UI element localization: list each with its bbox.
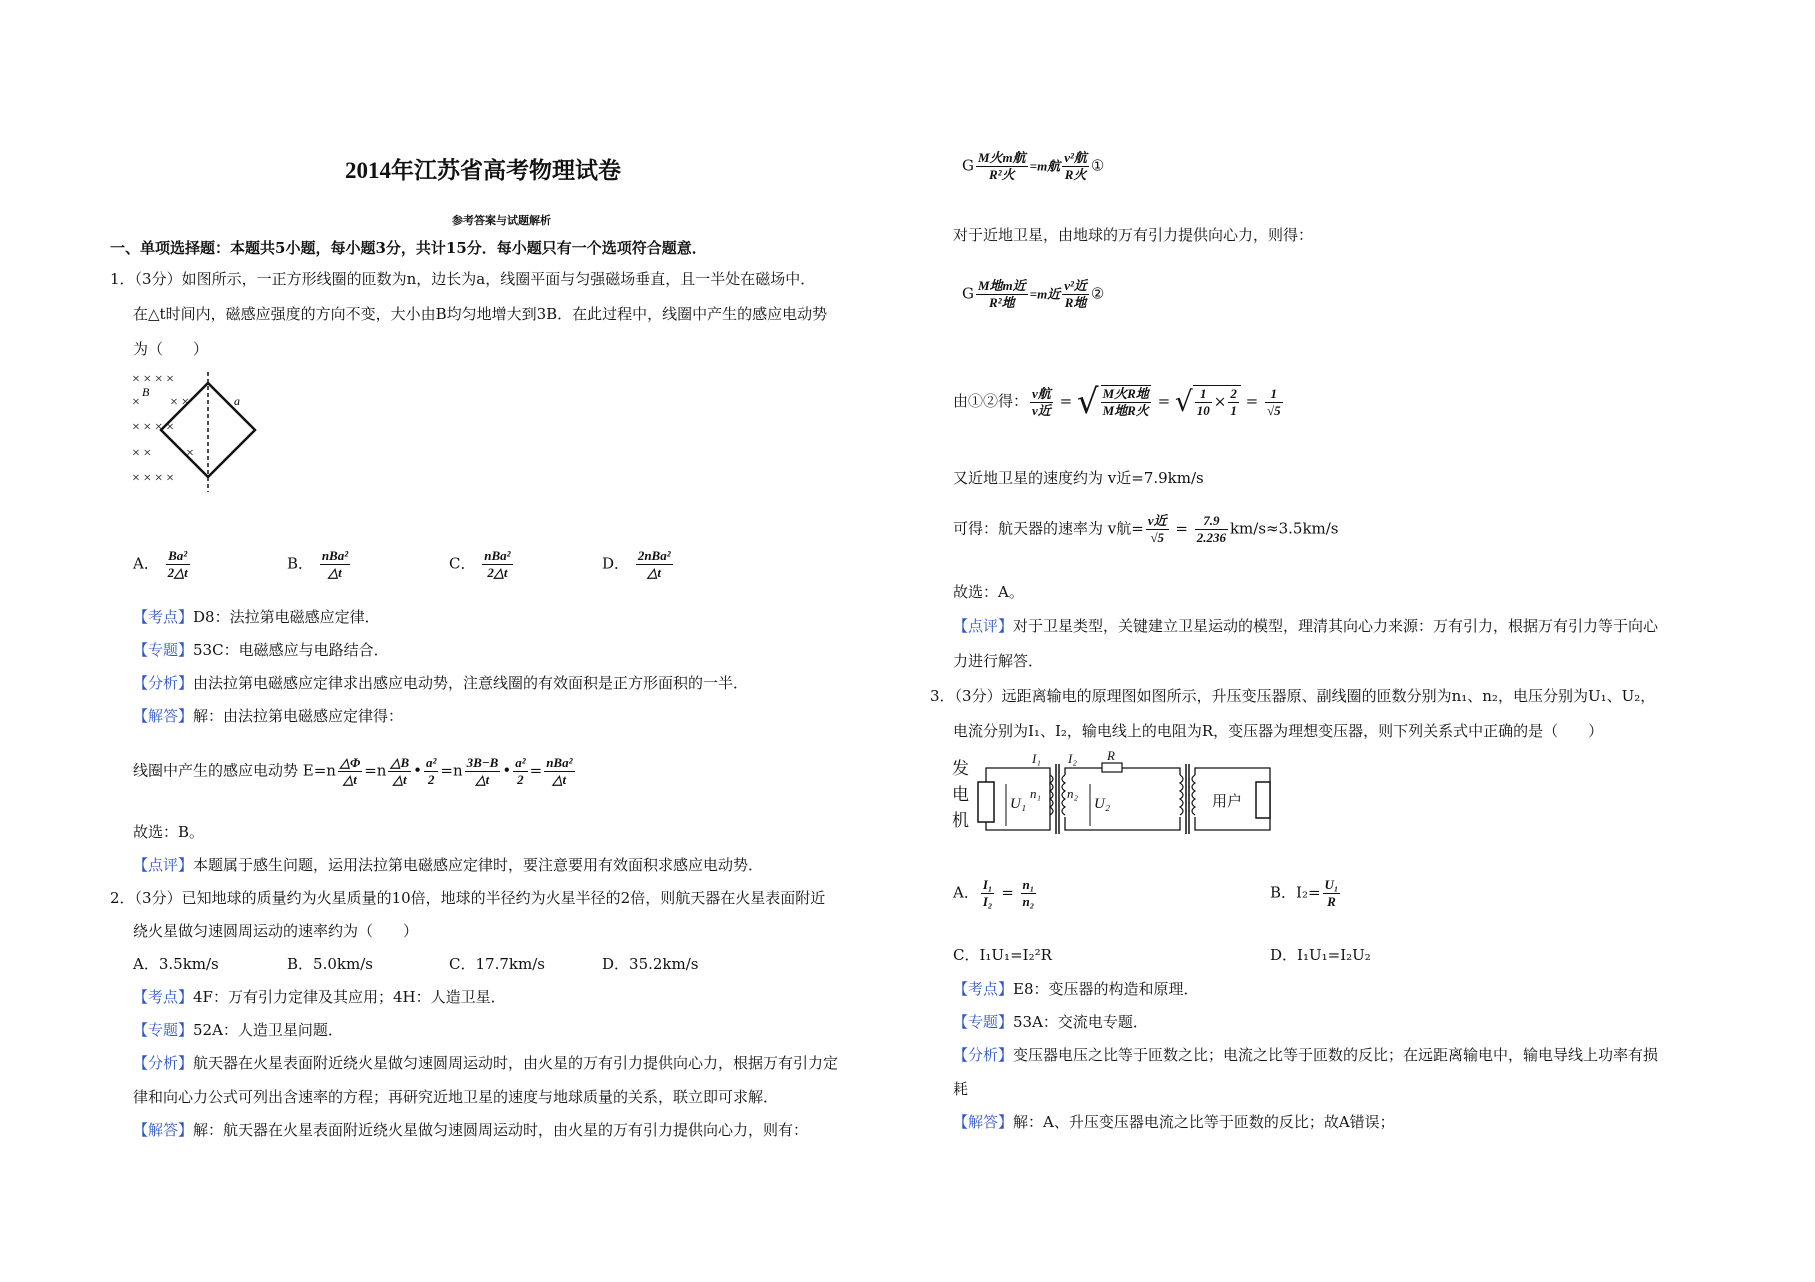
q2-option-c: C．17.7km/s	[449, 955, 545, 973]
q1-fx-tag: 【分析】	[133, 674, 194, 692]
q3-opt-b-den: R	[1327, 894, 1336, 909]
q2-jd-text: 解：航天器在火星表面附近绕火星做匀速圆周运动时，由火星的万有引力提供向心力，则有：	[193, 1121, 809, 1139]
q2-ratio-d3: 10	[1196, 403, 1210, 418]
q3-opt-a-n2: n₁	[1022, 877, 1035, 892]
q3-opt-b-num: U₁	[1324, 877, 1339, 892]
q3-fig-n2: n₂	[1067, 786, 1079, 801]
q2-ratio-n1: v航	[1032, 385, 1051, 401]
q2-speed-prefix: 可得：航天器的速率为 v航=	[953, 519, 1144, 538]
q2-eq2-den2: R地	[1064, 295, 1087, 310]
q1-eq-term: =	[529, 761, 543, 780]
q1-eq-term: •	[413, 761, 422, 780]
q1-stem-line2: 在△t时间内，磁感应强度的方向不变，大小由B均匀地增大到3B．在此过程中，线圈中产生的感应电动势	[133, 305, 828, 323]
q1-kd-text: D8：法拉第电磁感应定律．	[193, 608, 380, 626]
q3-fig-n1: n₁	[1030, 786, 1042, 801]
q3-knowledge-point	[953, 980, 1199, 998]
q1-option-c	[449, 548, 515, 581]
q1-eq-term: a²	[425, 755, 437, 770]
q1-knowledge-point	[133, 608, 380, 626]
q3-fig-u1: U₁	[1010, 796, 1027, 812]
q1-option-c-num: nBa²	[484, 548, 511, 563]
q3-option-c: C．I₁U₁=I₂²R	[953, 946, 1052, 964]
q2-option-a: A．3.5km/s	[133, 955, 219, 973]
q3-option-b	[1270, 877, 1342, 910]
q1-zt-tag: 【专题】	[133, 641, 194, 659]
q2-ratio-equation: 由①②得： $\frac{\text{v航}}{\text{v近}}$ = √ $\frac{\text{M火R地}}{\text{M地R火}}$ = √ $\frac{1}{10}$ × $\frac{2}{1}$ = $\frac{1}{√5}$	[953, 382, 1281, 422]
q1-eq-term: 3B−B	[466, 755, 499, 770]
q1-eq-prefix: 线圈中产生的感应电动势 E=n	[133, 761, 336, 780]
q2-eq2-eq: =m近	[1029, 286, 1061, 302]
svg-text:× × × ×: × × × ×	[132, 372, 175, 387]
q2-ratio-d1: v近	[1032, 402, 1051, 418]
q2-eq2-num2: v²近	[1064, 278, 1087, 293]
q1-kd-tag: 【考点】	[133, 608, 194, 626]
q2-speed-n2: 7.9	[1195, 513, 1228, 530]
q1-eq-term: 2	[517, 772, 524, 787]
q1-option-a	[133, 548, 192, 581]
q2-ratio-times: ×	[1213, 392, 1227, 411]
q1-option-d-den: △t	[647, 565, 662, 580]
q1-eq-term: △t	[475, 772, 490, 787]
q1-option-b-num: nBa²	[321, 548, 349, 563]
q2-speed-d1: √5	[1150, 530, 1165, 545]
q1-option-d	[602, 548, 675, 581]
q3-option-b-label: B．I₂=	[1270, 883, 1321, 902]
q2-eq1-den: R²火	[989, 167, 1015, 182]
q1-option-a-den: 2△t	[167, 565, 188, 580]
q3-jd-text: 解：A、升压变压器电流之比等于匝数的反比；故A错误；	[1013, 1113, 1395, 1131]
q3-stem-line2: 电流分别为I₁、I₂，输电线上的电阻为R，变压器为理想变压器，则下列关系式中正确的是（ ）	[953, 722, 1604, 740]
q3-fig-i1: I₁	[1032, 751, 1041, 766]
q2-ratio-d5: √5	[1266, 402, 1281, 418]
q3-option-d: D．I₁U₁=I₂U₂	[1270, 946, 1371, 964]
q2-comment-line2: 力进行解答．	[953, 652, 1044, 670]
q1-option-b-label: B．	[287, 554, 314, 573]
q1-stem-line3: 为（ ）	[133, 340, 209, 358]
q2-knowledge-point	[133, 988, 506, 1006]
q3-line-wire	[1065, 768, 1180, 830]
q2-analysis-line2: 律和向心力公式可列出含速率的方程；再研究近地卫星的速度与地球质量的关系，联立即可求解．	[133, 1088, 779, 1106]
svg-text:× × × ×: × × × ×	[132, 471, 175, 486]
q3-jd-tag: 【解答】	[953, 1113, 1014, 1131]
q2-option-b: B．5.0km/s	[287, 955, 373, 973]
q1-eq-term: •	[502, 761, 512, 780]
q2-eq1-mark: ①	[1090, 156, 1105, 175]
q3-fig-generator: 发	[952, 759, 969, 778]
q2-near-satellite-text: 对于近地卫星，由地球的万有引力提供向心力，则得：	[953, 226, 1314, 244]
q2-stem-line1: 2．（3分）已知地球的质量约为火星质量的10倍，地球的半径约为火星半径的2倍，则航天器在火星表面附近	[110, 889, 826, 907]
q3-analysis-line2: 耗	[953, 1080, 969, 1098]
q1-dp-text: 本题属于感生问题，运用法拉第电磁感应定律时，要注意要用有效面积求感应电动势．	[193, 856, 764, 874]
q2-fx-text1: 航天器在火星表面附近绕火星做匀速圆周运动时，由火星的万有引力提供向心力，根据万有引力定	[193, 1054, 839, 1072]
q1-magnetic-field-figure	[128, 368, 268, 498]
q3-step-down-secondary	[1192, 775, 1195, 815]
q1-eq-term: nBa²	[546, 755, 573, 770]
q1-analysis	[133, 674, 748, 692]
q3-generator-box	[978, 782, 994, 822]
q3-kd-text: E8：变压器的构造和原理．	[1013, 980, 1199, 998]
q2-ratio-n3: 1	[1195, 386, 1212, 403]
q1-eq-term: △B	[390, 755, 410, 770]
q3-zt-text: 53A：交流电专题．	[1013, 1013, 1148, 1031]
q2-speed-result: 可得：航天器的速率为 v航= $\frac{\text{v近}}{√5}$ = $\frac{7.9}{2.236}$ km/s≈3.5km/s	[953, 513, 1339, 545]
page-title: 2014年江苏省高考物理试卷	[345, 158, 621, 183]
q2-kd-text: 4F：万有引力定律及其应用；4H：人造卫星．	[193, 988, 506, 1006]
q2-fx-tag: 【分析】	[133, 1054, 194, 1072]
q1-option-a-label: A．	[133, 554, 159, 573]
q2-jd-tag: 【解答】	[133, 1121, 194, 1139]
q2-equation-1	[962, 150, 1104, 183]
q1-eq-term: △Φ	[339, 755, 361, 770]
q2-stem-line2: 绕火星做匀速圆周运动的速率约为（ ）	[133, 922, 419, 940]
q3-analysis	[953, 1046, 1658, 1064]
q3-zt-tag: 【专题】	[953, 1013, 1014, 1031]
q3-fig-i2: I₂	[1068, 751, 1077, 766]
q2-eq2-g: G	[962, 284, 974, 303]
q3-opt-a-d1: I₂	[982, 894, 993, 909]
q2-speed-n1: v近	[1147, 513, 1167, 528]
q1-option-c-label: C．	[449, 554, 476, 573]
q3-opt-a-n1: I₁	[982, 877, 993, 892]
q2-eq1-num: M火m航	[977, 150, 1026, 165]
q2-answer: 故选：A。	[953, 583, 1024, 601]
q1-option-b-den: △t	[328, 565, 342, 580]
q3-secondary-coil	[1062, 775, 1065, 815]
q3-stem-line1: 3．（3分）远距离输电的原理图如图所示，升压变压器原、副线圈的匝数分别为n₁、n₂，电压分别为U₁、U₂，	[930, 687, 1656, 705]
q1-option-c-den: 2△t	[487, 565, 508, 580]
q2-eq1-eq: =m航	[1029, 158, 1061, 174]
q2-eq1-num2: v²航	[1064, 150, 1087, 165]
svg-text:× ×: × ×	[132, 446, 152, 461]
q3-topic	[953, 1013, 1148, 1031]
q1-comment	[133, 856, 763, 874]
section-heading: 一、单项选择题：本题共5小题，每小题3分，共计15分．每小题只有一个选项符合题意．	[110, 239, 707, 257]
q2-kd-tag: 【考点】	[133, 988, 194, 1006]
q2-eq2-num: M地m近	[977, 278, 1026, 293]
q3-kd-tag: 【考点】	[953, 980, 1014, 998]
q1-option-d-num: 2nBa²	[637, 548, 671, 563]
q1-dp-tag: 【点评】	[133, 856, 194, 874]
q2-zt-tag: 【专题】	[133, 1021, 194, 1039]
q1-eq-term: △t	[343, 772, 357, 787]
q2-solution	[133, 1121, 808, 1139]
q2-comment	[953, 617, 1658, 635]
q1-topic	[133, 641, 389, 659]
q2-eq2-mark: ②	[1090, 284, 1105, 303]
q1-eq-term: a²	[515, 755, 526, 770]
q2-option-d: D．35.2km/s	[602, 955, 699, 973]
q1-eq-term: =n	[364, 761, 387, 780]
q2-ratio-n2: M火R地	[1102, 386, 1149, 401]
q1-option-d-label: D．	[602, 554, 630, 573]
q1-fig-label-b: B	[142, 385, 150, 399]
q3-fig-user: 用户	[1212, 794, 1243, 810]
svg-text:× ×: × ×	[170, 395, 190, 410]
q1-zt-text: 53C：电磁感应与电路结合．	[193, 641, 389, 659]
svg-text:× × × ×: × × × ×	[132, 420, 175, 435]
q2-speed-d2: 2.236	[1196, 530, 1226, 545]
q1-jd-tag: 【解答】	[133, 707, 194, 725]
q1-option-a-num: Ba²	[166, 548, 190, 565]
q2-topic	[133, 1021, 343, 1039]
q3-option-a: A． $\frac{\text{I₁}}{\text{I₂}}$ = $\frac{\text{n₁}}{\text{n₂}}$	[953, 877, 1035, 909]
q1-option-b	[287, 548, 352, 581]
q3-power-transmission-circuit	[950, 750, 1290, 840]
q2-eq2-den: R²地	[989, 295, 1015, 310]
q1-eq-term: △t	[392, 772, 407, 787]
q2-ratio-n4: 2	[1230, 386, 1237, 401]
q3-fx-tag: 【分析】	[953, 1046, 1014, 1064]
q2-ratio-prefix: 由①②得：	[953, 392, 1029, 410]
q3-fig-generator: 机	[952, 811, 969, 830]
svg-text:×: ×	[186, 446, 194, 461]
q1-answer: 故选：B。	[133, 823, 205, 841]
q3-fx-text1: 变压器电压之比等于匝数之比；电流之比等于匝数的反比；在远距离输电中，输电导线上功率有损	[1013, 1046, 1659, 1064]
q3-line-resistor	[1102, 763, 1122, 772]
q3-user-load	[1256, 782, 1270, 818]
q2-ratio-n5: 1	[1265, 386, 1283, 403]
q1-eq-term: =n	[440, 761, 463, 780]
q2-analysis	[133, 1054, 838, 1072]
q3-step-down-primary	[1180, 775, 1183, 815]
svg-text:×: ×	[132, 395, 140, 410]
q1-stem-line1: 1．（3分）如图所示，一正方形线圈的匝数为n，边长为a，线圈平面与匀强磁场垂直，且一半处在磁场中．	[110, 270, 816, 288]
q2-dp-tag: 【点评】	[953, 617, 1014, 635]
q2-zt-text: 52A：人造卫星问题．	[193, 1021, 343, 1039]
q3-solution	[953, 1113, 1395, 1131]
q3-option-a-label: A．	[953, 883, 979, 902]
q2-ratio-d4: 1	[1230, 403, 1237, 418]
q2-dp-text1: 对于卫星类型，关键建立卫星运动的模型，理清其向心力来源：万有引力，根据万有引力等于向心	[1013, 617, 1659, 635]
q2-eq1-den2: R火	[1064, 167, 1087, 182]
q2-near-speed: 又近地卫星的速度约为 v近=7.9km/s	[953, 469, 1204, 487]
q1-eq-term: 2	[427, 772, 435, 787]
q3-opt-a-d2: n₂	[1022, 894, 1035, 909]
q1-eq-term: △t	[552, 772, 567, 787]
q1-solution	[133, 707, 403, 725]
q2-equation-2	[962, 278, 1104, 311]
q1-emf-equation	[133, 755, 577, 788]
q3-fig-generator: 电	[952, 785, 969, 804]
q3-fig-u2: U₂	[1094, 796, 1111, 812]
q2-ratio-d2: M地R火	[1102, 403, 1149, 418]
q2-speed-tail: km/s≈3.5km/s	[1229, 519, 1339, 538]
page-subtitle: 参考答案与试题解析	[452, 214, 551, 227]
q2-eq1-g: G	[962, 156, 974, 175]
q3-fig-r: R	[1107, 750, 1115, 763]
q1-fig-label-a: a	[234, 394, 240, 408]
q1-jd-text: 解：由法拉第电磁感应定律得：	[193, 707, 404, 725]
q1-fx-text: 由法拉第电磁感应定律求出感应电动势，注意线圈的有效面积是正方形面积的一半．	[193, 674, 749, 692]
